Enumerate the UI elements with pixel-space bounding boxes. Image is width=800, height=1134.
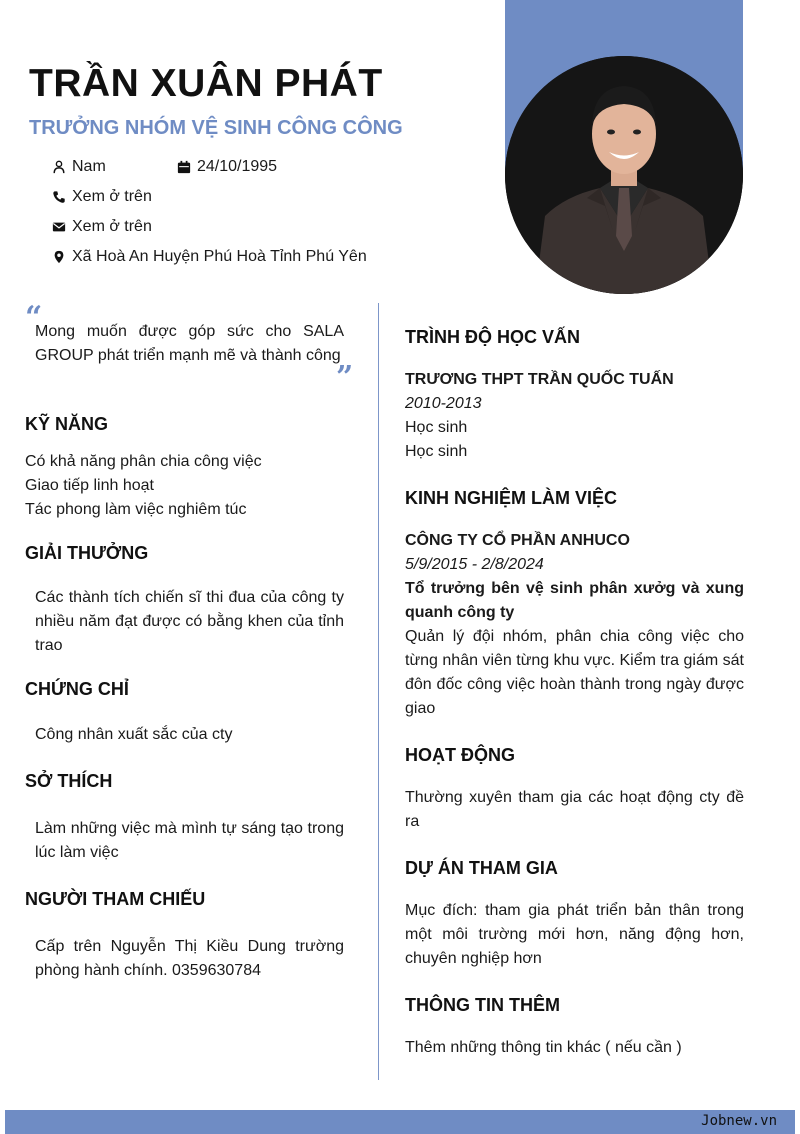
more-info-title: THÔNG TIN THÊM: [405, 995, 560, 1015]
activities-title: HOẠT ĐỘNG: [405, 745, 515, 765]
calendar-icon: [177, 160, 191, 174]
more-info-text: Thêm những thông tin khác ( nếu cần ): [405, 1039, 682, 1056]
activities-text: Thường xuyên tham gia các hoạt động cty đề ra: [405, 789, 744, 830]
projects-title: DỰ ÁN THAM GIA: [405, 858, 558, 878]
certificates-title: CHỨNG CHỈ: [25, 679, 129, 699]
education-title: TRÌNH ĐỘ HỌC VẤN: [405, 327, 580, 347]
quote-open-icon: “: [25, 300, 43, 335]
hobbies-text: Làm những việc mà mình tự sáng tạo trong lúc làm việc: [35, 820, 344, 861]
address-value: Xã Hoà An Huyện Phú Hoà Tỉnh Phú Yên: [72, 248, 367, 265]
gender-value: Nam: [72, 158, 106, 175]
skill-item: Tác phong làm việc nghiêm túc: [25, 501, 247, 518]
awards-text: Các thành tích chiến sĩ thi đua của công ty nhiều năm đạt được có bằng khen của tỉnh trao: [35, 589, 344, 654]
school-name: TRƯƠNG THPT TRẦN QUỐC TUẤN: [405, 371, 674, 388]
skills-title: KỸ NĂNG: [25, 414, 109, 434]
projects-text: Mục đích: tham gia phát triển bản thân trong một môi trường mới hơn, năng động hơn, chuyên nghiệp hơn: [405, 902, 744, 967]
column-divider: [378, 303, 379, 1080]
quote-close-icon: ”: [336, 360, 354, 395]
education-line: Học sinh: [405, 419, 468, 436]
skill-item: Có khả năng phân chia công việc: [25, 453, 262, 470]
dob-row: [177, 158, 277, 176]
footer-bar: [5, 1110, 795, 1134]
job-description: Quản lý đội nhóm, phân chia công việc cho từng nhân viên từng khu vực. Kiểm tra giám sát đôn đốc công việc hoàn thành trong ngày được giao: [405, 628, 744, 717]
certificates-text: Công nhân xuất sắc của cty: [35, 726, 233, 743]
email-value: Xem ở trên: [72, 218, 152, 235]
address-row: [52, 248, 367, 266]
user-icon: [52, 160, 66, 174]
awards-title: GIẢI THƯỞNG: [25, 543, 149, 563]
references-title: NGƯỜI THAM CHIẾU: [25, 889, 206, 909]
skill-item: Giao tiếp linh hoạt: [25, 477, 154, 494]
hobbies-title: SỞ THÍCH: [25, 771, 113, 791]
envelope-icon: [52, 220, 66, 234]
candidate-name: TRẦN XUÂN PHÁT: [29, 62, 383, 105]
footer-brand[interactable]: Jobnew.vn: [701, 1113, 777, 1129]
dob-value: 24/10/1995: [197, 158, 278, 175]
phone-icon: [52, 190, 66, 204]
education-period: 2010-2013: [405, 395, 482, 412]
gender-row: [52, 158, 106, 176]
company-name: CÔNG TY CỔ PHẦN ANHUCO: [405, 532, 630, 549]
map-pin-icon: [52, 250, 66, 264]
candidate-role: TRƯỞNG NHÓM VỆ SINH CÔNG CÔNG: [29, 117, 403, 139]
career-objective: Mong muốn được góp sức cho SALA GROUP phát triển mạnh mẽ và thành công: [35, 323, 344, 364]
references-text: Cấp trên Nguyễn Thị Kiều Dung trường phòng hành chính. 0359630784: [35, 938, 344, 979]
email-row: [52, 218, 152, 236]
experience-period: 5/9/2015 - 2/8/2024: [405, 556, 544, 573]
education-line: Học sinh: [405, 443, 468, 460]
profile-photo: [505, 56, 743, 294]
phone-value: Xem ở trên: [72, 188, 152, 205]
job-position: Tổ trưởng bên vệ sinh phân xưởg và xung quanh công ty: [405, 580, 744, 621]
phone-row: [52, 188, 152, 206]
experience-title: KINH NGHIỆM LÀM VIỆC: [405, 488, 618, 508]
